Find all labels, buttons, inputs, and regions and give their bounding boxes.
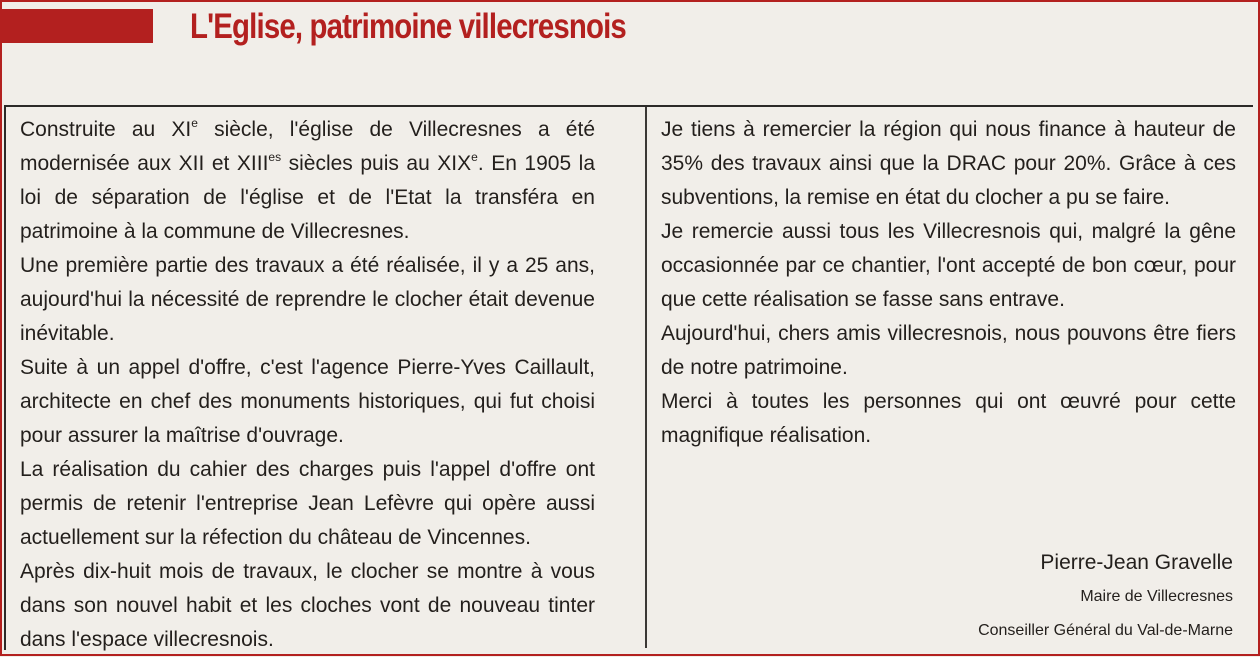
- paragraph-thanks-residents: Je remercie aussi tous les Villecresnois qui, malgré la gêne occasionnée par ce chantier, l'ont accepté de bon cœur, pour que cette réalisation se fasse sans entrave.: [661, 220, 1236, 311]
- page-title: L'Eglise, patrimoine villecresnois: [190, 7, 626, 46]
- column-divider: [645, 107, 647, 648]
- left-column: [20, 113, 595, 657]
- paragraph-funding: Je tiens à remercier la région qui nous finance à hauteur de 35% des travaux ainsi que la DRAC pour 20%. Grâce à ces subventions, la remise en état du clocher a pu se faire.: [661, 118, 1236, 209]
- title-accent-bar: [0, 9, 153, 43]
- paragraph-heritage: Aujourd'hui, chers amis villecresnois, nous pouvons être fiers de notre patrimoine.: [661, 322, 1236, 379]
- paragraph-thanks-all: Merci à toutes les personnes qui ont œuvré pour cette magnifique réalisation.: [661, 390, 1236, 447]
- paragraph-architect: Suite à un appel d'offre, c'est l'agence Pierre-Yves Caillault, architecte en chef des monuments historiques, qui fut choisi pour assurer la maîtrise d'ouvrage.: [20, 356, 595, 447]
- paragraph-contractor: La réalisation du cahier des charges puis l'appel d'offre ont permis de retenir l'entreprise Jean Lefèvre qui opère aussi actuellement sur la réfection du château de Vincennes.: [20, 458, 595, 549]
- paragraph-history: Construite au XIe siècle, l'église de Villecresnes a été modernisée aux XII et $XIII^{es}$ siècles puis au XIXe. En 1905 la loi de séparation de l'église et de l'Etat la transféra en patrimoine à la commune de Villecresnes.: [20, 116, 595, 243]
- signature-title-mayor: Maire de Villecresnes: [1080, 588, 1233, 605]
- paragraph-result: Après dix-huit mois de travaux, le clocher se montre à vous dans son nouvel habit et les cloches vont de nouveau tinter dans l'espace villecresnois.: [20, 560, 595, 651]
- signature-title-councillor: Conseiller Général du Val-de-Marne: [978, 622, 1233, 639]
- signature-name: Pierre-Jean Gravelle: [1040, 551, 1233, 574]
- right-column: [661, 113, 1236, 453]
- paragraph-first-works: Une première partie des travaux a été réalisée, il y a 25 ans, aujourd'hui la nécessité de reprendre le clocher était devenue inévitable.: [20, 254, 595, 345]
